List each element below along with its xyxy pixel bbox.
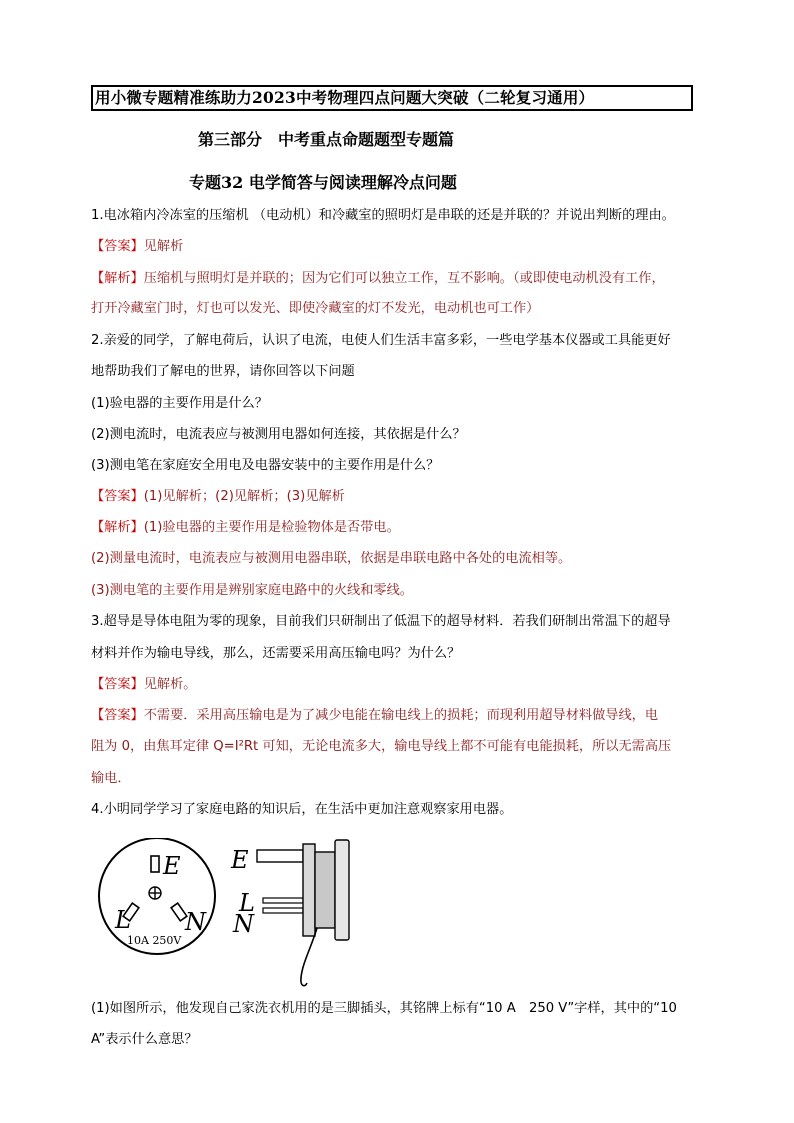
q3-question-line-1: 3.超导是导体电阻为零的现象，目前我们只研制出了低温下的超导材料．若我们研制出常温下的超导	[91, 614, 671, 629]
q2-question-line-1: 2.亲爱的同学，了解电荷后，认识了电流，电使人们生活丰富多彩，一些电学基本仪器或工具能更好	[91, 333, 671, 348]
explanation-text: 不需要．采用高压输电是为了减少电能在输电线上的损耗；而现利用超导材料做导线，电	[143, 708, 659, 723]
q3-question-line-2: 材料并作为输电导线，那么，还需要采用高压输电吗？为什么？	[91, 646, 461, 661]
q1-analysis-line-1	[91, 270, 665, 288]
answer-text: 见解析。	[143, 677, 197, 692]
part-title: 第三部分 中考重点命题题型专题篇	[198, 130, 455, 149]
socket-rating: 10A 250V	[127, 934, 182, 947]
answer-text: (1)见解析；(2)见解析；(3)见解析	[143, 489, 345, 504]
q4-sub-1-line-1: (1)如图所示，他发现自己家洗衣机用的是三脚插头，其铭牌上标有“10 A 250 V”字样，其中的“10	[91, 1001, 677, 1016]
q2-analysis-line-2: (2)测量电流时，电流表应与被测用电器串联，依据是串联电路中各处的电流相等。	[91, 551, 572, 566]
series-banner: 用小微专题精准练助力2023中考物理四点问题大突破（二轮复习通用）	[91, 85, 693, 111]
plug-body	[315, 852, 335, 928]
q1-answer	[91, 238, 183, 256]
socket-label-e: E	[163, 852, 181, 880]
neutral-pin	[263, 908, 303, 913]
socket-label-l: L	[115, 906, 131, 934]
q1-analysis-line-2: 打开冷藏室门时，灯也可以发光、即使冷藏室的灯不发光，电动机也可工作）	[91, 301, 540, 316]
q2-question-line-2: 地帮助我们了解电的世界，请你回答以下问题	[91, 364, 355, 379]
plug-face	[303, 844, 315, 936]
answer-tag: 【答案】	[91, 489, 144, 504]
live-pin	[263, 898, 303, 903]
plug-label-e: E	[231, 846, 249, 874]
plug-diagram	[230, 840, 349, 986]
earth-pin	[257, 850, 303, 862]
socket-diagram	[99, 838, 215, 954]
analysis-tag: 【解析】	[91, 271, 144, 286]
analysis-tag: 【解析】	[91, 520, 144, 535]
plug-socket-figure	[97, 838, 467, 990]
q2-analysis-line-3: (3)测电笔的主要作用是辨别家庭电路中的火线和零线。	[91, 583, 413, 598]
q4-question: 4.小明同学学习了家庭电路的知识后，在生活中更加注意观察家用电器。	[91, 802, 513, 817]
answer-tag: 【答案】	[91, 677, 144, 692]
q3-explanation-line-1	[91, 707, 658, 725]
q3-explanation-line-3: 输电．	[91, 771, 131, 786]
plug-grip	[335, 840, 349, 940]
q1-question: 1.电冰箱内冷冻室的压缩机 （电动机）和冷藏室的照明灯是串联的还是并联的？并说出判断的理由。	[91, 208, 675, 223]
q2-answer	[91, 488, 345, 506]
q2-analysis-line-1	[91, 519, 400, 537]
answer-tag: 【答案】	[91, 708, 144, 723]
analysis-text: (1)验电器的主要作用是检验物体是否带电。	[143, 520, 400, 535]
q3-explanation-line-2: 阻为 0，由焦耳定律 Q=I²Rt 可知，无论电流多大，输电导线上都不可能有电能损耗，所以无需高压	[91, 739, 672, 754]
analysis-text: 压缩机与照明灯是并联的；因为它们可以独立工作，互不影响。（或即使电动机没有工作，	[143, 271, 665, 286]
plug-label-n: N	[233, 910, 254, 938]
q4-sub-1-line-2: A”表示什么意思？	[91, 1032, 198, 1047]
answer-text: 见解析	[143, 239, 184, 254]
plug-label-l: L	[239, 889, 255, 917]
topic-title: 专题32 电学简答与阅读理解冷点问题	[189, 173, 457, 192]
socket-label-n: N	[185, 908, 206, 936]
q3-answer	[91, 676, 197, 694]
earth-slot	[151, 856, 159, 872]
q2-sub-1: (1)验电器的主要作用是什么？	[91, 396, 268, 411]
q2-sub-2: (2)测电流时，电流表应与被测用电器如何连接，其依据是什么？	[91, 427, 466, 442]
q2-sub-3: (3)测电笔在家庭安全用电及电器安装中的主要作用是什么？	[91, 458, 440, 473]
answer-tag: 【答案】	[91, 239, 144, 254]
